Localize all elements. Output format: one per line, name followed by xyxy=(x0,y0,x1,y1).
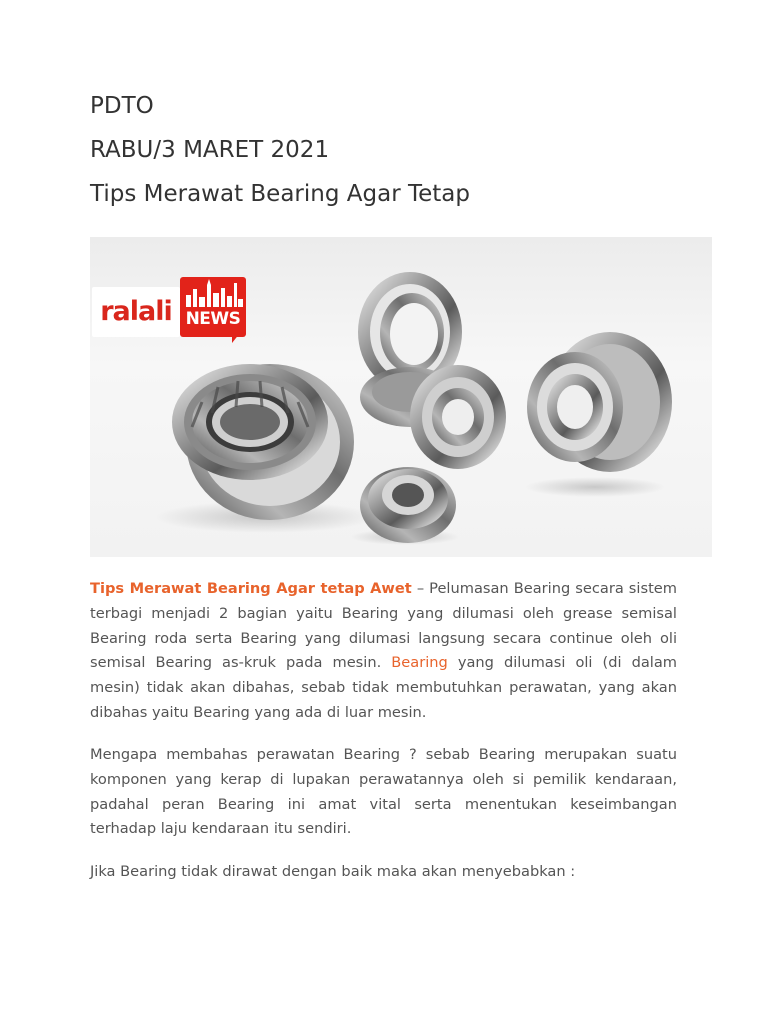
paragraph-why: Mengapa membahas perawatan Bearing ? sebab Bearing merupakan suatu komponen yang kerap di lupakan perawatannya oleh si pemilik kendaraan, padahal peran Bearing ini amat vital serta menentukan keseimbangan terhadap laju kendaraan itu sendiri. xyxy=(90,746,677,838)
post-date: RABU/3 MARET 2021 xyxy=(90,137,330,163)
news-badge-label: NEWS xyxy=(185,309,241,329)
bearing-link[interactable]: Bearing xyxy=(391,654,448,672)
paragraph-intro-text-a: – Pelumasan Bearing secara sistem terbagi menjadi 2 bagian yaitu Bearing yang dilumasi oleh grease semisal Bearing roda serta Bearing yang dilumasi langsung secara continue oleh oli semisal Bearing as-kruk pada mesin. xyxy=(90,580,677,672)
ralali-news-logo xyxy=(92,277,246,343)
paragraph-intro-text-b: yang dilumasi oli (di dalam mesin) tidak akan dibahas, sebab tidak membutuhkan perawatan, yang akan dibahas yaitu Bearing yang ada di luar mesin. xyxy=(90,654,677,721)
ralali-logo-text: ralali xyxy=(92,287,180,337)
article-title-link[interactable]: Tips Merawat Bearing Agar tetap Awet xyxy=(90,580,412,597)
article-title: Tips Merawat Bearing Agar Tetap xyxy=(90,181,470,207)
paragraph-effects: Jika Bearing tidak dirawat dengan baik maka akan menyebabkan : xyxy=(90,863,576,880)
hero-image xyxy=(90,237,712,557)
news-badge xyxy=(180,277,246,337)
city-skyline-icon xyxy=(180,277,246,311)
site-name: PDTO xyxy=(90,93,154,119)
paragraph-intro xyxy=(90,577,677,726)
speech-tail xyxy=(232,333,240,343)
